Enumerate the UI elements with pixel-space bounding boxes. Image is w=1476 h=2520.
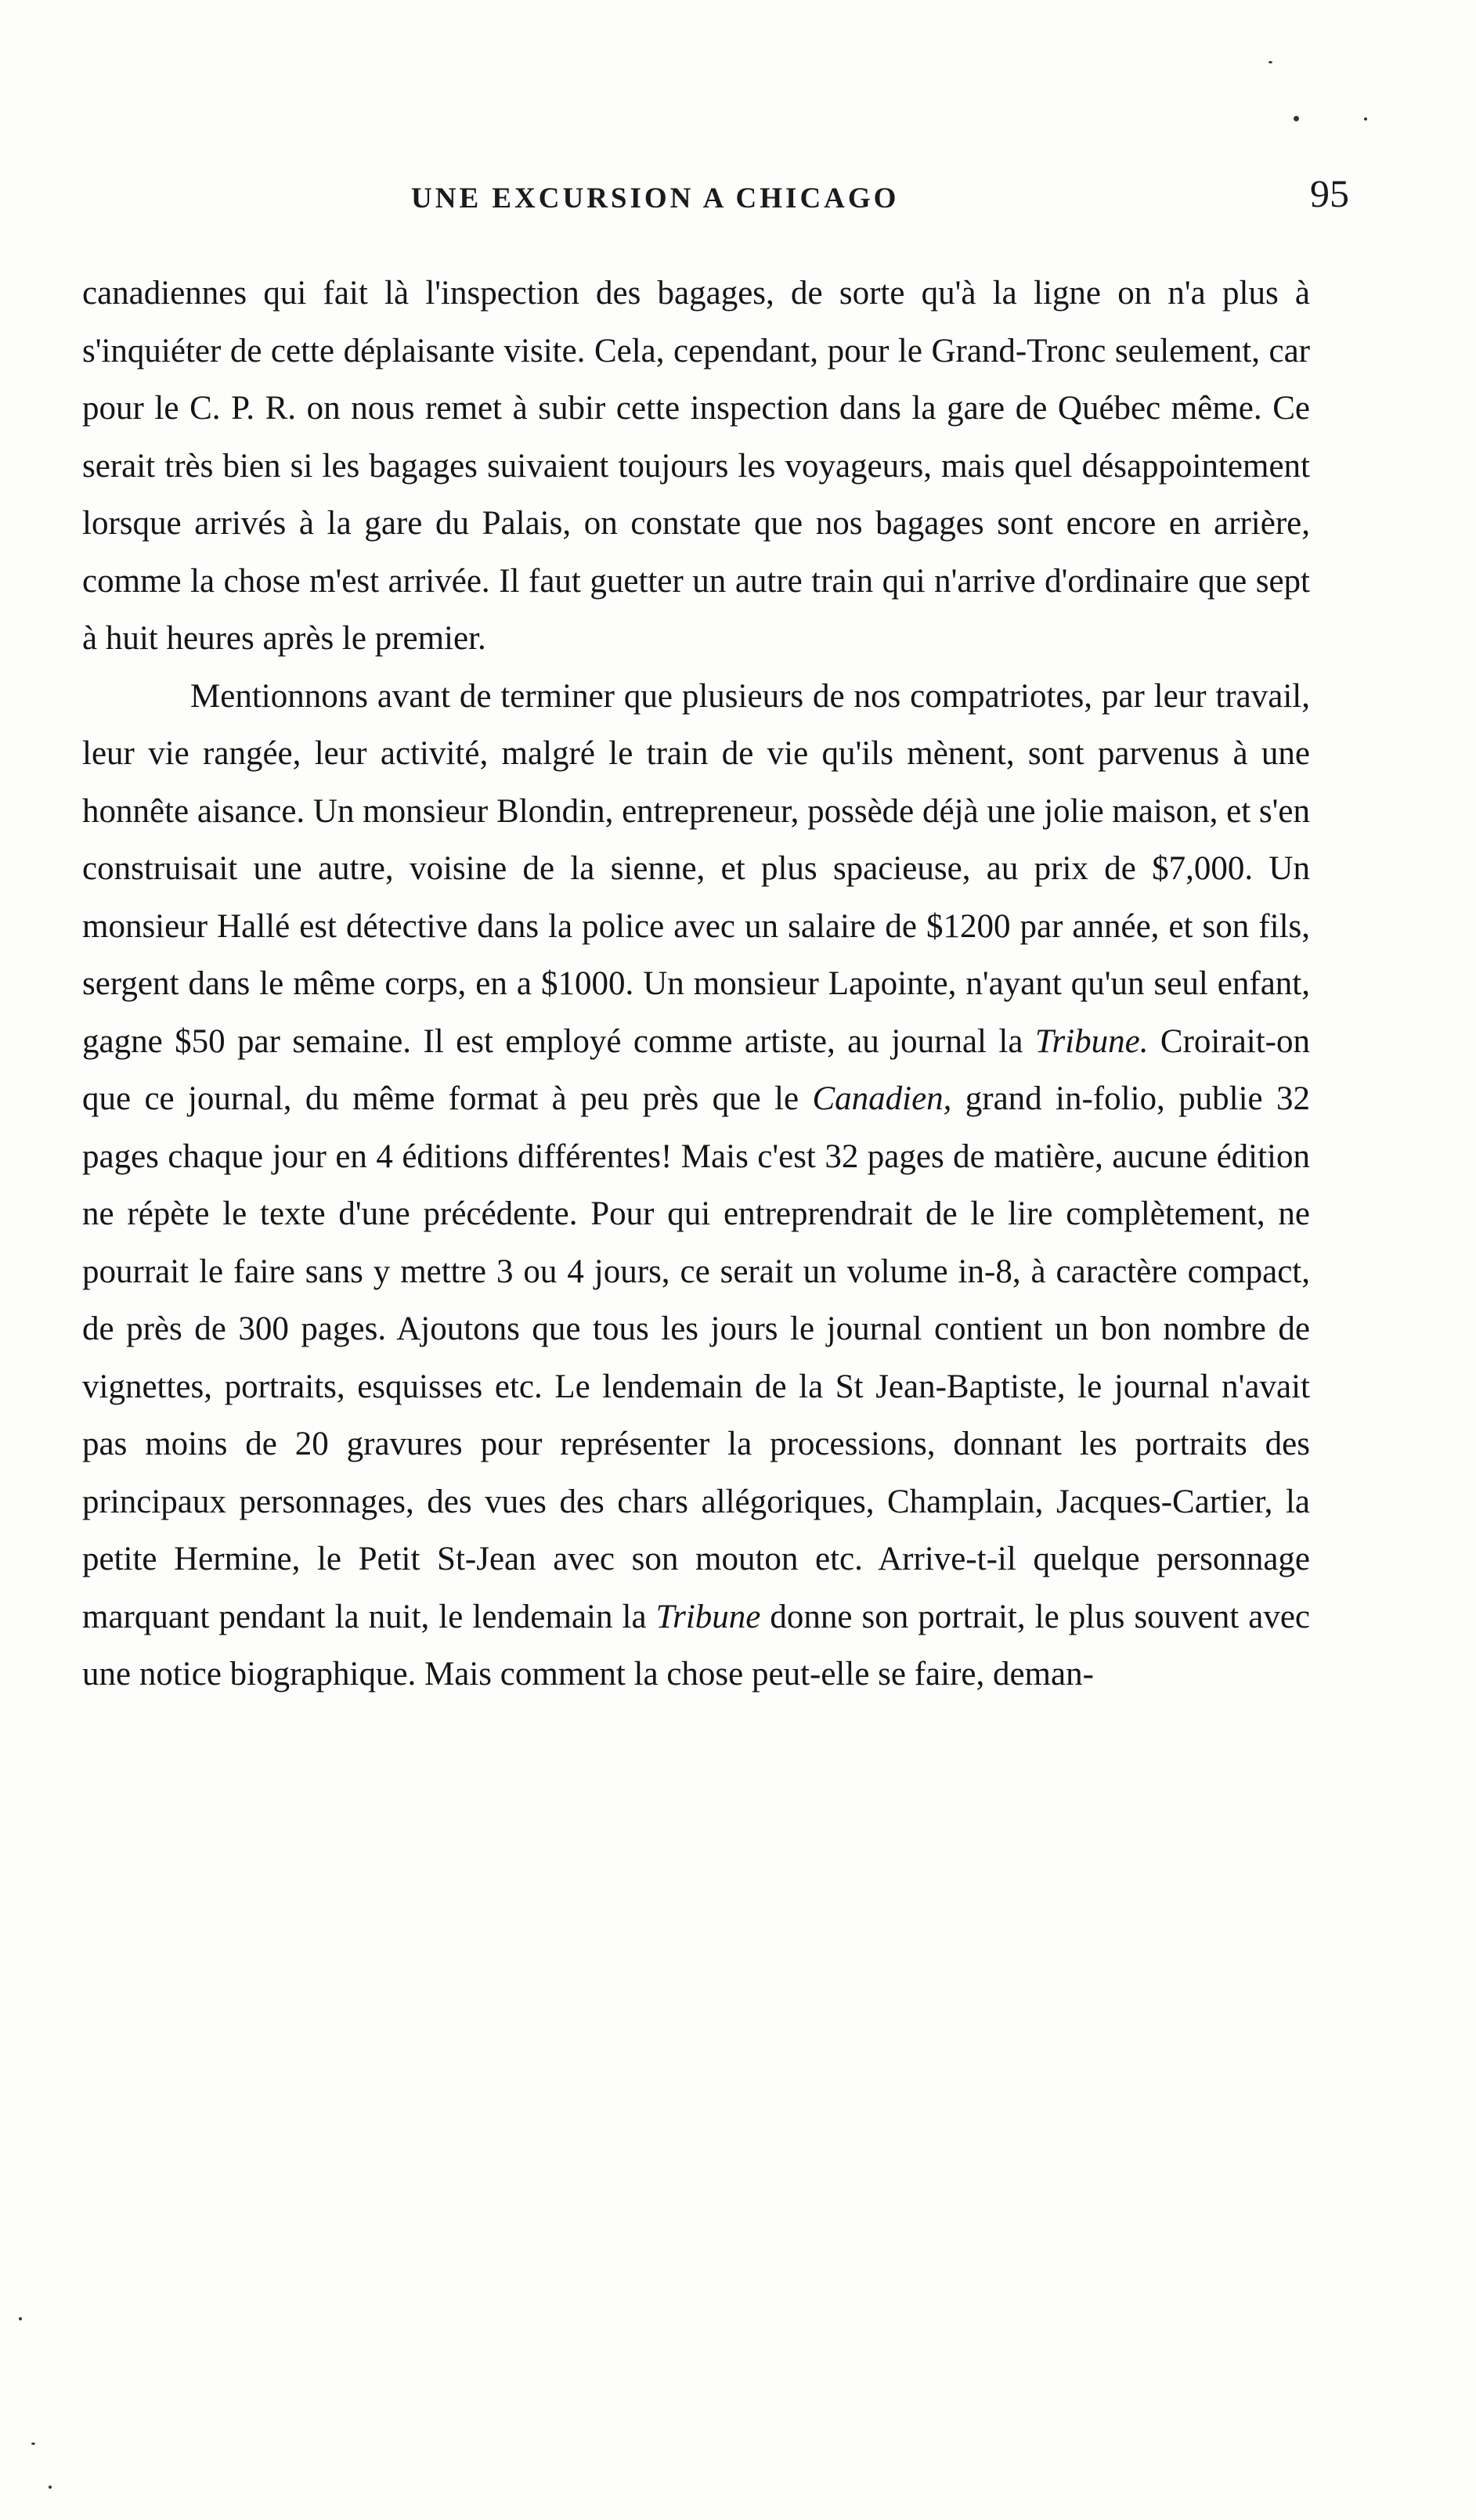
text-segment: Croirait-on que ce journal, du même format à peu près que le (82, 1022, 1310, 1117)
speck (31, 2442, 35, 2445)
speck (1294, 116, 1299, 121)
running-title: UNE EXCURSION A CHICAGO (411, 182, 900, 215)
text-segment: Mentionnons avant de terminer que plusieurs de nos compatriotes, par leur travail, leur vie rangée, leur activité, malgré le train de vie qu'ils mènent, sont parvenus à une honnête aisance. Un monsieur Blondin, entrepreneur, possède déjà une jolie maison, et s'en construisait une autre, voisine de la sienne, et plus spacieuse, au prix de $7,000. Un monsieur Hallé est détective dans la police avec un salaire de $1200 par année, et son fils, sergent dans le même corps, en a $1000. Un monsieur Lapointe, n'ayant qu'un seul enfant, gagne $50 par semaine. Il est employé comme artiste, au journal la (82, 677, 1310, 1060)
speck (1364, 117, 1367, 121)
page-number: 95 (1310, 171, 1349, 215)
body-text (82, 265, 1310, 1703)
paragraph-2 (82, 668, 1310, 1703)
speck (1268, 61, 1272, 63)
italic-segment-canadien: Canadien, (812, 1080, 952, 1117)
running-header (82, 168, 1366, 222)
speck (49, 2486, 52, 2489)
italic-segment-tribune-2: Tribune (655, 1598, 761, 1635)
paragraph-1 (82, 265, 1310, 668)
text-segment: grand in-folio, publie 32 pages chaque jour en 4 éditions différentes! Mais c'est 32 pages de matière, aucune édition ne répète le texte d'une précédente. Pour qui entreprendrait de le lire complètement, ne pourrait le faire sans y mettre 3 ou 4 jours, ce serait un volume in-8, à caractère compact, de près de 300 pages. Ajoutons que tous les jours le journal contient un bon nombre de vignettes, portraits, esquisses etc. Le lendemain de la St Jean-Baptiste, le journal n'avait pas moins de 20 gravures pour représenter la processions, donnant les portraits des principaux personnages, des vues des chars allégoriques, Champlain, Jacques-Cartier, la petite Hermine, le Petit St-Jean avec son mouton etc. Arrive-t-il quelque personnage marquant pendant la nuit, le lendemain la (82, 1080, 1310, 1635)
text-segment: donne son portrait, le plus souvent avec une notice biographique. Mais comment la chose peut-elle se faire, deman- (82, 1598, 1310, 1693)
text-segment: canadiennes qui fait là l'inspection des bagages, de sorte qu'à la ligne on n'a plus à s'inquiéter de cette déplaisante visite. Cela, cependant, pour le Grand-Tronc seulement, car pour le C. P. R. on nous remet à subir cette inspection dans la gare de Québec même. Ce serait très bien si les bagages suivaient toujours les voyageurs, mais quel désappointement lorsque arrivés à la gare du Palais, on constate que nos bagages sont encore en arrière, comme la chose m'est arrivée. Il faut guetter un autre train qui n'arrive d'ordinaire que sept à huit heures après le premier. (82, 275, 1310, 657)
speck (19, 2317, 22, 2320)
italic-segment-tribune: Tribune. (1034, 1022, 1149, 1060)
